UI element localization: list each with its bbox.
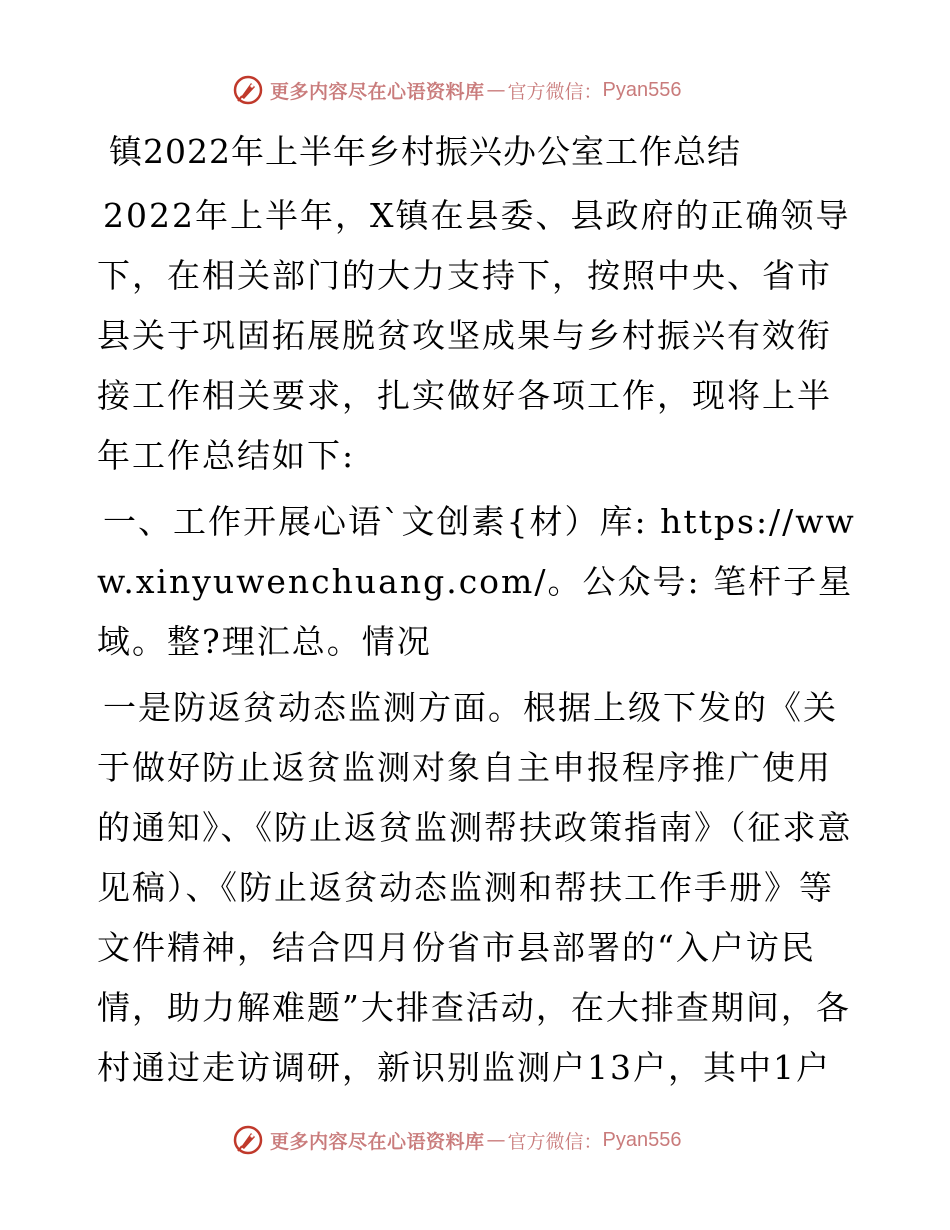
pen-nib-logo-icon (232, 74, 264, 106)
footer-contact-handle: Pyan556 (602, 1128, 682, 1151)
document-title: 镇2022年上半年乡村振兴办公室工作总结 (109, 132, 741, 171)
header-separator: — (486, 79, 506, 101)
header-contact-handle: Pyan556 (602, 78, 682, 101)
paragraph-section-heading: 一、工作开展心语`文创素{材）库: https://www.xinyuwenchuang.com/。公众号: 笔杆子星域。整?理汇总。情况 (97, 502, 856, 661)
header-banner (232, 72, 682, 108)
header-contact-label: 官方微信： (507, 80, 603, 103)
footer-banner (232, 1122, 682, 1158)
pen-nib-logo-icon (232, 1124, 264, 1156)
document-body (97, 120, 857, 1120)
paragraph-intro: 2022年上半年，X镇在县委、县政府的正确领导下，在相关部门的大力支持下，按照中央、省市县关于巩固拓展脱贫攻坚成果与乡村振兴有效衔接工作相关要求，扎实做好各项工作，现将上半年工作总结如下: (97, 196, 851, 475)
paragraph-monitoring: 一是防返贫动态监测方面。根据上级下发的《关于做好防止返贫监测对象自主申报程序推广使用的通知》、《防止返贫监测帮扶政策指南》（征求意见稿）、《防止返贫动态监测和帮扶工作手册》等文件精神，结合四月份省市县部署的“入户访民情，助力解难题”大排查活动，在大排查期间，各村通过走访调研，新识别监测户13户，其中1户 (97, 688, 853, 1087)
footer-slogan: 更多内容尽在心语资料库 (270, 1130, 485, 1153)
footer-separator: — (486, 1129, 506, 1151)
footer-contact-label: 官方微信： (507, 1130, 603, 1153)
header-slogan: 更多内容尽在心语资料库 (270, 80, 485, 103)
